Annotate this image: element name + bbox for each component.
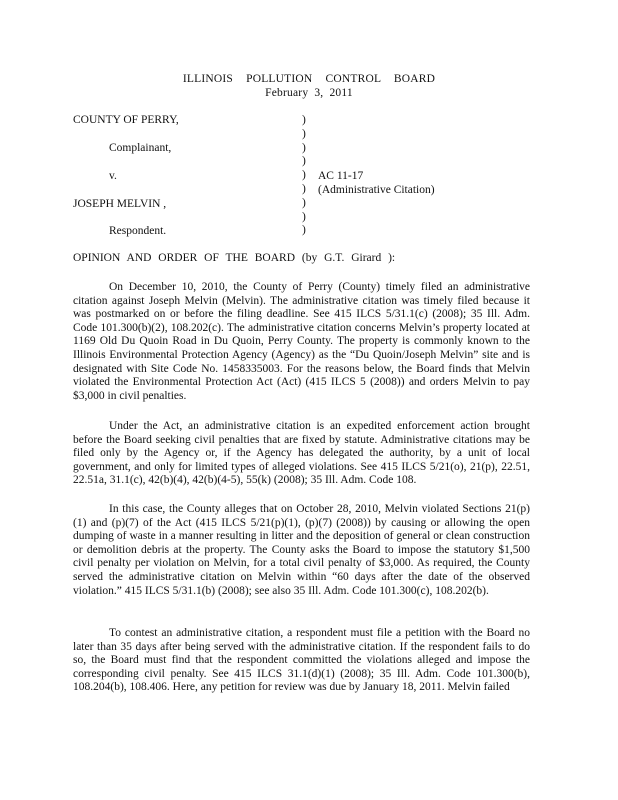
- paren: ): [302, 169, 306, 182]
- paren: ): [302, 155, 306, 168]
- opinion-title: OPINION AND ORDER OF THE BOARD (by G.T. Girard ):: [73, 252, 396, 264]
- body-paragraph: Under the Act, an administrative citation is an expedited enforcement action brought before the Board seeking civil penalties that are fixed by statute. Administrative citations may be filed only by the Agency or, if the Agency has delegated the authority, by a unit of local government, and only for limited types of alleged violations. See 415 ILCS 5/21(o), 21(p), 22.51, 22.51a, 31.1(c), 42(b)(4), 42(b)(4-5), 55(k) (2008); 35 Ill. Adm. Code 108.: [73, 420, 530, 487]
- paren: ): [302, 182, 306, 195]
- paren: ): [302, 210, 306, 223]
- paren: ): [302, 114, 306, 126]
- decision-date: February 3, 2011: [265, 87, 353, 99]
- paren: ): [302, 141, 306, 154]
- body-paragraph: On December 10, 2010, the County of Perry (County) timely filed an administrative citation against Joseph Melvin (Melvin). The administrative citation was timely filed because it was postmarked on or before the filing deadline. See 415 ILCS 5/31.1(c) (2008); 35 Ill. Adm. Code 101.300(b)(2), 108.202(c). The administrative citation concerns Melvin’s property located at 1169 Old Du Quoin Road in Du Quoin, Perry County. The property is commonly known to the Illinois Environmental Protection Agency (Agency) as the “Du Quoin/Joseph Melvin” site and is designated with Site Code No. 1458335003. For the reasons below, the Board finds that Melvin violated the Environmental Protection Act (Act) (415 ILCS 5 (2008)) and orders Melvin to pay $3,000 in civil penalties.: [73, 281, 530, 402]
- complainant-name: COUNTY OF PERRY,: [73, 114, 179, 126]
- respondent-name: JOSEPH MELVIN ,: [73, 198, 167, 210]
- case-type: (Administrative Citation): [318, 184, 435, 196]
- paren: ): [302, 196, 306, 209]
- body-paragraph: To contest an administrative citation, a respondent must file a petition with the Board no later than 35 days after being served with the administrative citation. If the respondent fails to do so, the Board must find that the respondent committed the violations alleged and impose the corresponding civil penalty. See 415 ILCS 31.1(d)(1) (2008); 35 Ill. Adm. Code 101.300(b), 108.204(b), 108.406. Here, any petition for review was due by January 18, 2011. Melvin failed: [73, 627, 530, 694]
- paren: ): [302, 127, 306, 140]
- caption-parentheses: [302, 114, 306, 238]
- case-number: AC 11-17: [318, 170, 364, 182]
- respondent-role: Respondent.: [109, 225, 167, 237]
- paren: ): [302, 224, 306, 237]
- versus-label: v.: [109, 170, 117, 182]
- body-paragraph: In this case, the County alleges that on October 28, 2010, Melvin violated Sections 21(p)(1) and (p)(7) of the Act (415 ILCS 5/21(p)(1), (p)(7) (2008)) by causing or allowing the open dumping of waste in a manner resulting in litter and the deposition of general or clean construction or demolition debris at the property. The County asks the Board to impose the statutory $1,500 civil penalty per violation on Melvin, for a total civil penalty of $3,000. As required, the County served the administrative citation on Melvin within “60 days after the date of the observed violation.” 415 ILCS 5/31.1(b) (2008); see also 35 Ill. Adm. Code 101.300(c), 108.202(b).: [73, 503, 530, 597]
- board-name-heading: ILLINOIS POLLUTION CONTROL BOARD: [182, 73, 436, 85]
- complainant-role: Complainant,: [109, 142, 172, 154]
